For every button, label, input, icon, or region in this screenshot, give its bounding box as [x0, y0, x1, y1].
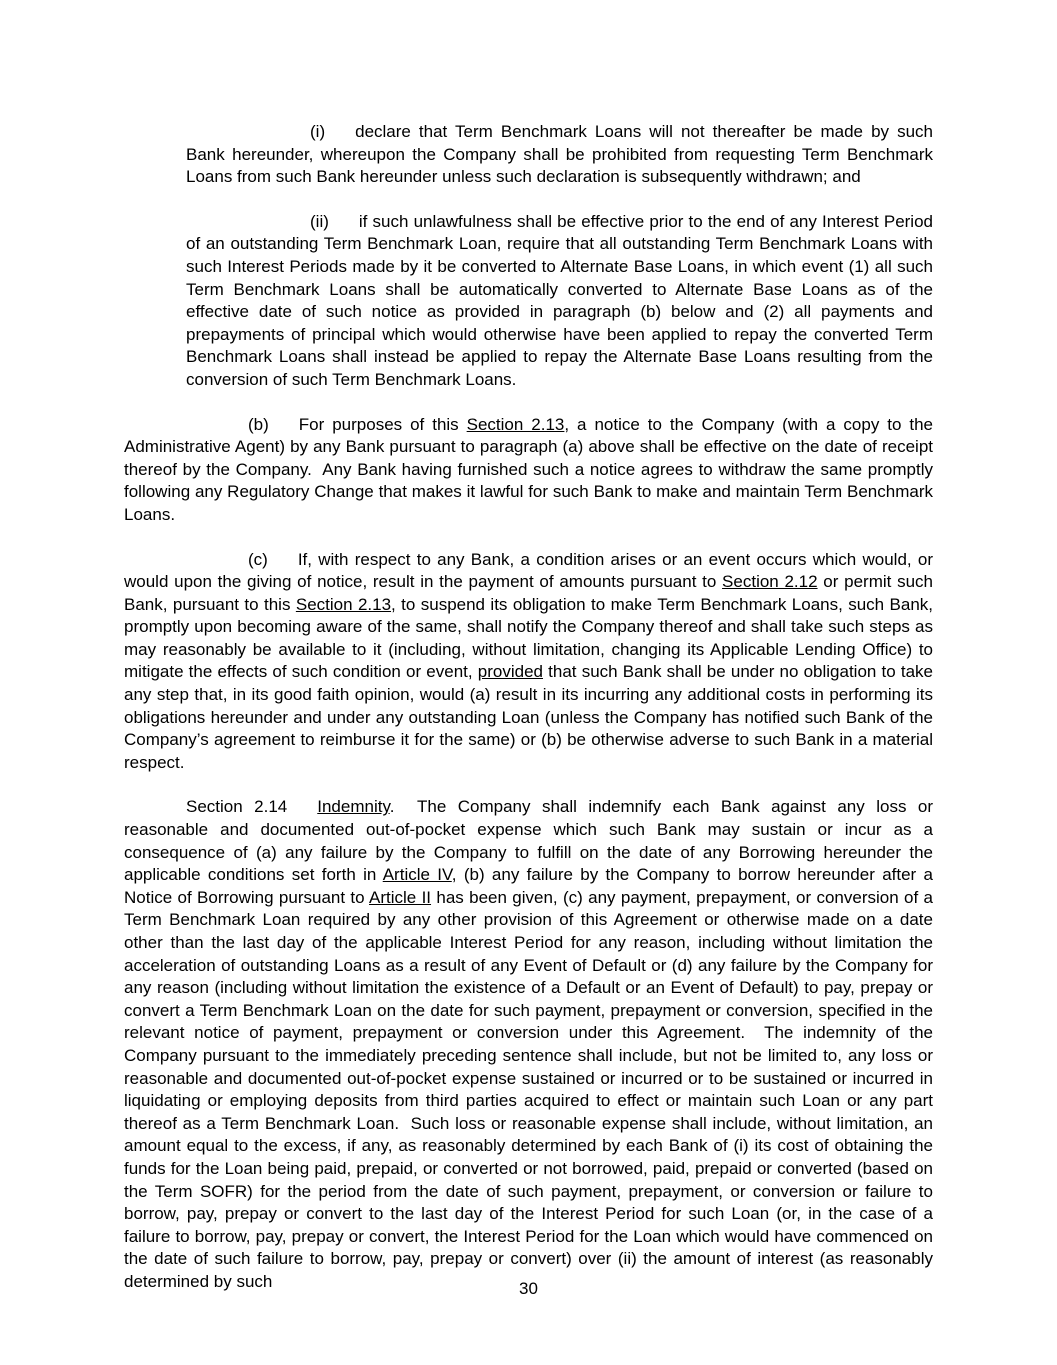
paragraph-b: (b) For purposes of this Section 2.13, a notice to the Company (with a copy to the Administrative Agent) by any Bank pursuant to paragraph (a) above shall be effective on the date of receipt thereof by the Company. Any Bank having furnished such a notice agrees to withdraw the same promptly following any Regulatory Change that makes it lawful for such Bank to make and maintain Term Benchmark Loans. [124, 414, 934, 524]
paragraph-c: (c) If, with respect to any Bank, a condition arises or an event occurs which would, or would upon the giving of notice, result in the payment of amounts pursuant to Section 2.12 or permit such Bank, pursuant to this Section 2.13, to suspend its obligation to make Term Benchmark Loans, such Bank, promptly upon becoming aware of the same, shall notify the Company thereof and shall take such steps as may reasonably be available to it (including, without limitation, changing its Applicable Lending Office) to mitigate the effects of such condition or event, provided that such Bank shall be under no obligation to take any step that, in its good faith opinion, would (a) result in its incurring any additional costs in performing its obligations hereunder and under any outstanding Loan (unless the Company has notified such Bank of the Company’s agreement to reimburse it for the same) or (b) be otherwise adverse to such Bank in a material respect. [124, 549, 933, 772]
clause-i: (i) declare that Term Benchmark Loans will not thereafter be made by such Bank hereunder, whereupon the Company shall be prohibited from requesting Term Benchmark Loans from such Bank hereunder unless such declaration is subsequently withdrawn; and [186, 122, 933, 187]
clause-ii: (ii) if such unlawfulness shall be effective prior to the end of any Interest Period of an outstanding Term Benchmark Loan, require that all outstanding Term Benchmark Loans with such Interest Periods made by it be converted to Alternate Base Loans, in which event (1) all such Term Benchmark Loans shall be automatically converted to Alternate Base Loans as of the effective date of such notice as provided in paragraph (b) below and (2) all payments and prepayments of principal which would otherwise have been applied to repay the converted Term Benchmark Loans shall instead be applied to repay the Alternate Base Loans resulting from the conversion of such Term Benchmark Loans. [186, 211, 933, 389]
page-number: 30 [519, 1279, 538, 1298]
section-2-14-indemnity: Section 2.14 Indemnity. The Company shall indemnify each Bank against any loss or reasonable and documented out-of-pocket expense which such Bank may sustain or incur as a consequence of (a) any failure by the Company to fulfill on the date of any Borrowing hereunder the applicable conditions set forth in Article IV, (b) any failure by the Company to borrow hereunder after a Notice of Borrowing pursuant to Article II has been given, (c) any payment, prepayment, or conversion of a Term Benchmark Loan required by any other provision of this Agreement or otherwise made on a date other than the last day of the applicable Interest Period for any reason, including without limitation the acceleration of outstanding Loans as a result of any Event of Default or (d) any failure by the Company for any reason (including without limitation the existence of a Default or an Event of Default) to pay, prepay or convert a Term Benchmark Loan on the date for such payment, prepayment or conversion, specified in the relevant notice of payment, prepayment or conversion under this Agreement. The indemnity of the Company pursuant to the immediately preceding sentence shall include, but not be limited to, any loss or reasonable and documented out-of-pocket expense sustained or incurred or to be sustained or incurred in liquidating or employing deposits from third parties acquired to effect or maintain such Loan or any part thereof as a Term Benchmark Loan. Such loss or reasonable expense shall include, without limitation, an amount equal to the excess, if any, as reasonably determined by each Bank of (i) its cost of obtaining the funds for the Loan being paid, prepaid, or converted or not borrowed, paid, prepaid or converted (based on the Term SOFR) for the period from the date of such payment, prepayment, or conversion or failure to borrow, pay, prepay or convert to the last day of the Interest Period for such Loan (or, in the case of a failure to borrow, pay, prepay or convert, the Interest Period for the Loan which would have commenced on the date of such failure to borrow, pay, prepay or convert) over (ii) the amount of interest (as reasonably determined by such [124, 797, 934, 1291]
document-body [124, 121, 933, 1294]
